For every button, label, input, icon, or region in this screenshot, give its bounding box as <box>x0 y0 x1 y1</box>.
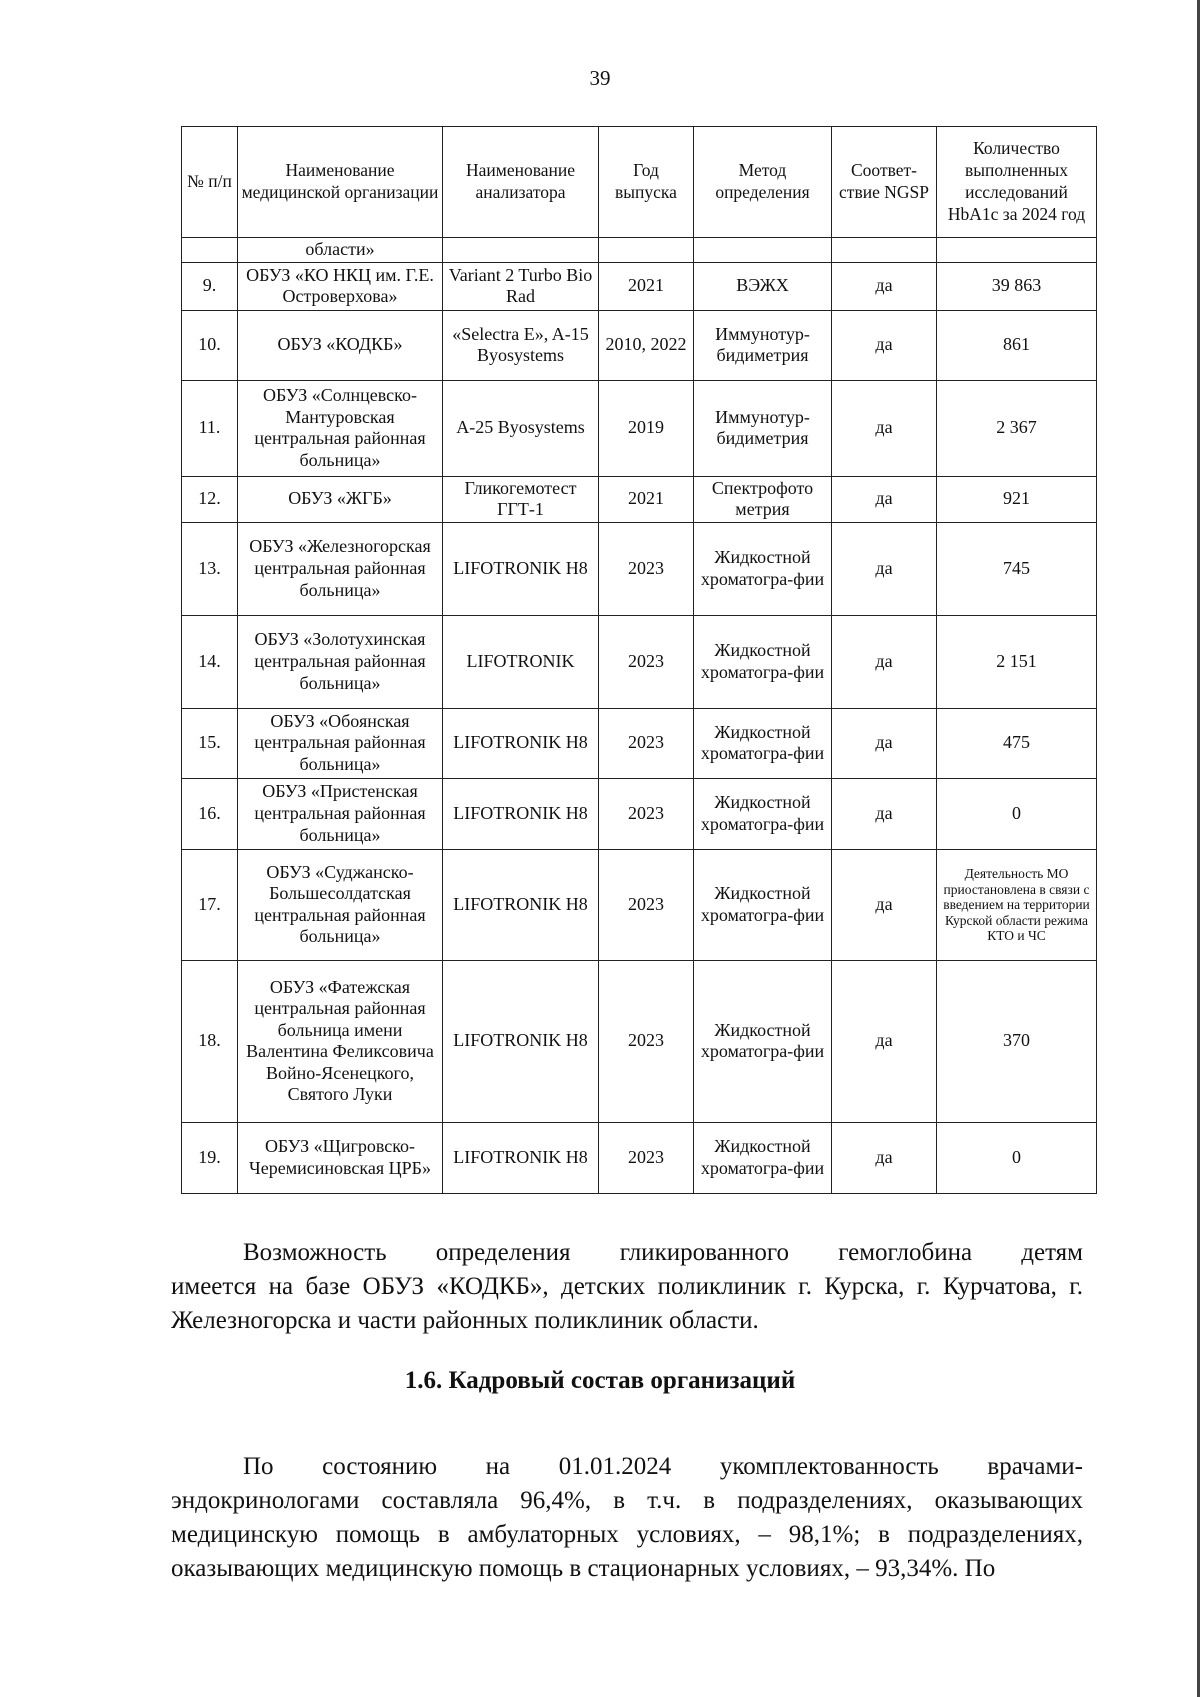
header-method: Метод определения <box>694 127 832 238</box>
cell-number: 14. <box>182 615 238 708</box>
cell-year: 2010, 2022 <box>599 310 694 380</box>
header-count: Количество выполненных исследований HbA1c за 2024 год <box>937 127 1097 238</box>
paragraph-availability <box>171 1236 1083 1338</box>
table-row <box>182 522 1097 615</box>
cell-year: 2023 <box>599 708 694 778</box>
cell-organization: ОБУЗ «Железногорская центральная районная больница» <box>238 522 443 615</box>
cell-organization: ОБУЗ «Обоянская центральная районная больница» <box>238 708 443 778</box>
cell-count: 921 <box>937 476 1097 522</box>
paragraph-availability-first-line: Возможность определения гликированного гемоглобина детям <box>243 1239 1083 1266</box>
cell-ngsp: да <box>832 615 937 708</box>
table-row <box>182 1122 1097 1193</box>
cell-count: 39 863 <box>937 262 1097 310</box>
cell-year: 2023 <box>599 960 694 1122</box>
cell-number: 13. <box>182 522 238 615</box>
table-row <box>182 262 1097 310</box>
cell-method: Жидкостной хроматогра-фии <box>694 615 832 708</box>
cell-method: ВЭЖХ <box>694 262 832 310</box>
cell-organization: ОБУЗ «Суджанско-Большесолдатская центральная районная больница» <box>238 849 443 960</box>
cell-analyzer: A-25 Byosystems <box>443 380 599 476</box>
cell-organization: ОБУЗ «КОДКБ» <box>238 310 443 380</box>
cell-ngsp: да <box>832 960 937 1122</box>
cell-analyzer: «Selectra E», A-15 Byosystems <box>443 310 599 380</box>
cell-ngsp: да <box>832 778 937 849</box>
table-row <box>182 310 1097 380</box>
cell-analyzer: LIFOTRONIK <box>443 615 599 708</box>
cell-organization: ОБУЗ «Щигровско-Черемисиновская ЦРБ» <box>238 1122 443 1193</box>
cell-organization: ОБУЗ «КО НКЦ им. Г.Е. Островерхова» <box>238 262 443 310</box>
cell-analyzer: Гликогемотест ГГТ-1 <box>443 476 599 522</box>
cell-method: Жидкостной хроматогра-фии <box>694 778 832 849</box>
cell-method: Жидкостной хроматогра-фии <box>694 960 832 1122</box>
cell-number: 18. <box>182 960 238 1122</box>
cell-count: 475 <box>937 708 1097 778</box>
cell-ngsp: да <box>832 1122 937 1193</box>
cell-count: 0 <box>937 1122 1097 1193</box>
table-row <box>182 380 1097 476</box>
cell-method: Жидкостной хроматогра-фии <box>694 1122 832 1193</box>
cell-organization: ОБУЗ «Пристенская центральная районная больница» <box>238 778 443 849</box>
cell-ngsp: да <box>832 708 937 778</box>
header-year: Год выпуска <box>599 127 694 238</box>
header-number: № п/п <box>182 127 238 238</box>
paragraph-staffing-body: эндокринологами составляла 96,4%, в т.ч. в подразделениях, оказывающих медицинскую помощь в амбулаторных условиях, – 98,1%; в подразделениях, оказывающих медицинскую помощь в стационарных условиях, – 93,34%. По <box>171 1487 1083 1582</box>
paragraph-availability-body: имеется на базе ОБУЗ «КОДКБ», детских поликлиник г. Курска, г. Курчатова, г. Железногорска и части районных поликлиник области. <box>171 1273 1083 1334</box>
cell-method: Жидкостной хроматогра-фии <box>694 708 832 778</box>
cell-year: 2019 <box>599 380 694 476</box>
cell-ngsp: да <box>832 522 937 615</box>
cell-count: 0 <box>937 778 1097 849</box>
cell-count: 2 367 <box>937 380 1097 476</box>
cell-year: 2023 <box>599 1122 694 1193</box>
cell-number: 10. <box>182 310 238 380</box>
table-row <box>182 960 1097 1122</box>
cell-count: 370 <box>937 960 1097 1122</box>
cell-year: 2023 <box>599 849 694 960</box>
cell-year: 2023 <box>599 522 694 615</box>
paragraph-staffing <box>171 1450 1083 1586</box>
cell-ngsp: да <box>832 380 937 476</box>
cell-method: Жидкостной хроматогра-фии <box>694 522 832 615</box>
cell-method: Жидкостной хроматогра-фии <box>694 849 832 960</box>
header-organization: Наименование медицинской организации <box>238 127 443 238</box>
cell-count: 2 151 <box>937 615 1097 708</box>
cell-year: 2021 <box>599 262 694 310</box>
cell-count: 861 <box>937 310 1097 380</box>
header-analyzer: Наименование анализатора <box>443 127 599 238</box>
section-heading: 1.6. Кадровый состав организаций <box>404 1367 796 1394</box>
cell-analyzer: LIFOTRONIK H8 <box>443 960 599 1122</box>
cell-number: 15. <box>182 708 238 778</box>
table-header-row <box>182 127 1097 238</box>
analyzer-table <box>181 126 1097 1194</box>
cell-ngsp: да <box>832 849 937 960</box>
cell-organization: ОБУЗ «Золотухинская центральная районная больница» <box>238 615 443 708</box>
cell-analyzer: LIFOTRONIK H8 <box>443 708 599 778</box>
cell-number: 11. <box>182 380 238 476</box>
table-row <box>182 708 1097 778</box>
cell-method: Иммунотур-бидиметрия <box>694 380 832 476</box>
cell-method: Иммунотур-бидиметрия <box>694 310 832 380</box>
cell-organization: ОБУЗ «Солнцевско-Мантуровская центральная районная больница» <box>238 380 443 476</box>
header-ngsp: Соответ-ствие NGSP <box>832 127 937 238</box>
cell-number: 16. <box>182 778 238 849</box>
cell-number: 19. <box>182 1122 238 1193</box>
cell-year: 2023 <box>599 615 694 708</box>
cell-analyzer: LIFOTRONIK H8 <box>443 849 599 960</box>
cell-analyzer: Variant 2 Turbo Bio Rad <box>443 262 599 310</box>
continuation-text: области» <box>238 238 443 263</box>
table-row <box>182 476 1097 522</box>
cell-year: 2021 <box>599 476 694 522</box>
table-row <box>182 778 1097 849</box>
cell-analyzer: LIFOTRONIK H8 <box>443 778 599 849</box>
cell-analyzer: LIFOTRONIK H8 <box>443 522 599 615</box>
cell-count-note: Деятельность МО приостановлена в связи с введением на территории Курской области режима КТО и ЧС <box>937 849 1097 960</box>
table-row <box>182 615 1097 708</box>
page-number: 39 <box>589 66 611 90</box>
cell-number: 9. <box>182 262 238 310</box>
cell-number: 17. <box>182 849 238 960</box>
cell-ngsp: да <box>832 262 937 310</box>
paragraph-staffing-first-line: По состоянию на 01.01.2024 укомплектованность врачами- <box>243 1453 1083 1480</box>
cell-organization: ОБУЗ «ЖГБ» <box>238 476 443 522</box>
cell-ngsp: да <box>832 310 937 380</box>
cell-organization: ОБУЗ «Фатежская центральная районная больница имени Валентина Феликсовича Войно-Ясенецкого, Святого Луки <box>238 960 443 1122</box>
cell-number: 12. <box>182 476 238 522</box>
cell-method: Спектрофото метрия <box>694 476 832 522</box>
cell-analyzer: LIFOTRONIK H8 <box>443 1122 599 1193</box>
cell-count: 745 <box>937 522 1097 615</box>
table-row <box>182 849 1097 960</box>
table-row-continuation <box>182 238 1097 263</box>
cell-year: 2023 <box>599 778 694 849</box>
cell-ngsp: да <box>832 476 937 522</box>
